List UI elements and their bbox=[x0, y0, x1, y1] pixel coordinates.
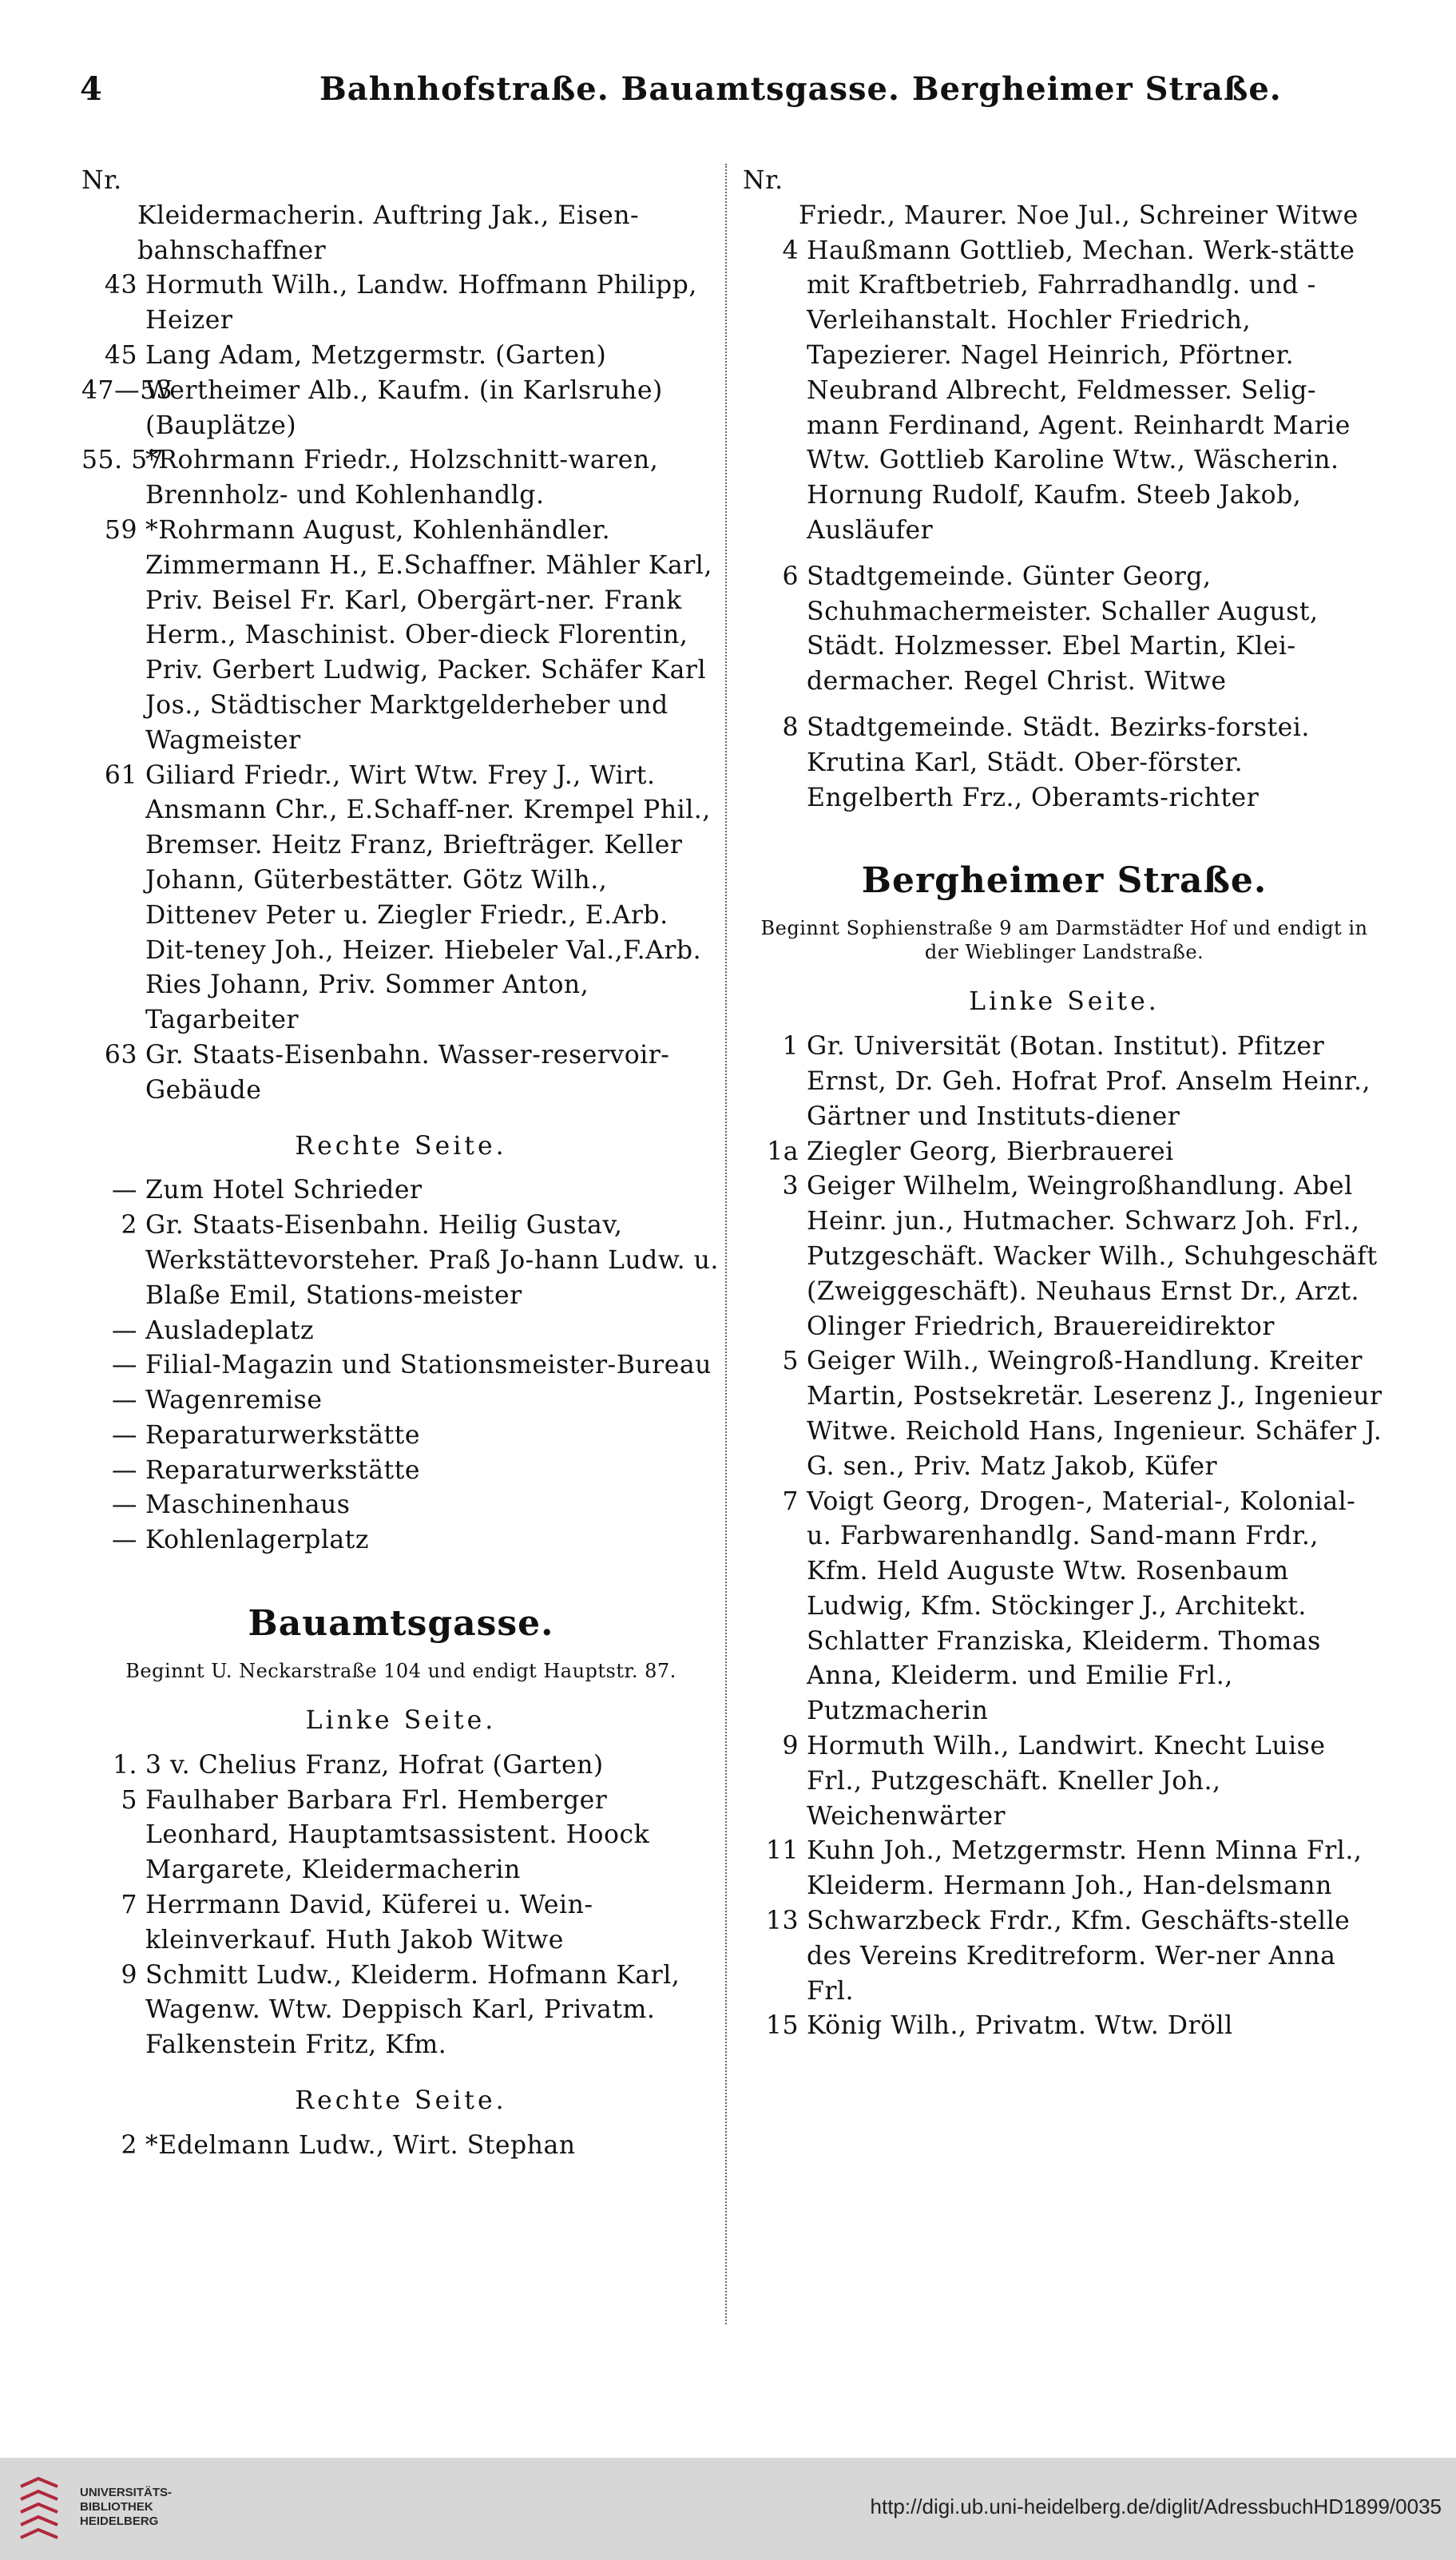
address-entry bbox=[743, 1834, 1386, 1904]
house-number: 59 bbox=[104, 515, 137, 545]
entry-text: *Rohrmann August, Kohlenhändler. Zimmermann H., E.Schaffner. Mähler Karl, Priv. Beisel Fr. Karl, Obergärt-ner. Frank Herm., Maschinist. Ober-dieck Florentin, Priv. Gerbert Ludwig, Packer. Schäfer Karl Jos., Städtischer Marktgelderheber und Wagmeister bbox=[145, 515, 712, 755]
address-entry bbox=[743, 1904, 1386, 2009]
house-number: 1 bbox=[782, 1032, 799, 1062]
address-entry bbox=[743, 560, 1386, 700]
house-number: 6 bbox=[782, 562, 799, 591]
address-entry bbox=[81, 1348, 720, 1383]
address-entry bbox=[81, 1419, 720, 1454]
running-title: Bahnhofstraße. Bauamtsgasse. Bergheimer Straße. bbox=[319, 70, 1282, 108]
entry-text: Zum Hotel Schrieder bbox=[145, 1176, 423, 1205]
address-entry bbox=[743, 1729, 1386, 1834]
entry-text: *Rohrmann Friedr., Holzschnitt-waren, Brennholz- und Kohlenhandlg. bbox=[145, 446, 659, 510]
house-number: 13 bbox=[765, 1907, 799, 1936]
page-number: 4 bbox=[80, 70, 102, 108]
address-entry bbox=[81, 1173, 720, 1209]
address-entry bbox=[81, 759, 720, 1038]
entry-text: König Wilh., Privatm. Wtw. Dröll bbox=[807, 2011, 1233, 2041]
library-name bbox=[80, 2486, 172, 2529]
entry-text: Geiger Wilhelm, Weingroßhandlung. Abel Heinr. jun., Hutmacher. Schwarz Joh. Frl., Putzgeschäft. Wacker Wilh., Schuhgeschäft (Zweiggeschäft). Neuhaus Ernst Dr., Arzt. Olinger Friedrich, Brauereidirektor bbox=[807, 1172, 1378, 1341]
house-number: 43 bbox=[104, 271, 137, 300]
entry-text: Kohlenlagerplatz bbox=[145, 1526, 369, 1555]
house-number: 7 bbox=[782, 1486, 799, 1516]
address-entry bbox=[81, 1209, 720, 1313]
address-entry bbox=[81, 514, 720, 759]
address-entry bbox=[743, 234, 1386, 549]
house-number: 45 bbox=[104, 340, 137, 370]
address-entry bbox=[81, 1488, 720, 1523]
house-number: 47—53 bbox=[81, 375, 173, 405]
house-number: 8 bbox=[782, 712, 799, 742]
nr-label: Nr. bbox=[743, 166, 784, 195]
house-number: 5 bbox=[782, 1347, 799, 1376]
address-entry bbox=[81, 199, 720, 269]
library-name-line: UNIVERSITÄTS- bbox=[80, 2486, 173, 2499]
house-number: — bbox=[112, 1420, 137, 1450]
house-number: — bbox=[112, 1386, 137, 1415]
house-number: 9 bbox=[782, 1732, 799, 1761]
address-entry bbox=[81, 1959, 720, 2063]
house-number: — bbox=[112, 1526, 137, 1555]
house-number: 61 bbox=[104, 760, 137, 790]
entry-text: Haußmann Gottlieb, Mechan. Werk-stätte mit Kraftbetrieb, Fahrradhandlg. und -Verleihanstalt. Hochler Friedrich, Tapezierer. Nagel Heinrich, Pförtner. Neubrand Albrecht, Feldmesser. Selig-mann Ferdinand, Agent. Reinhardt Marie Wtw. Gottlieb Karoline Wtw., Wäscherin. Hornung Rudolf, Kaufm. Steeb Jakob, Ausläufer bbox=[807, 236, 1355, 545]
right-block-2 bbox=[743, 1030, 1386, 2044]
entry-text: Herrmann David, Küferei u. Wein-kleinverkauf. Huth Jakob Witwe bbox=[145, 1891, 593, 1955]
house-number: — bbox=[112, 1351, 137, 1380]
entry-text: Geiger Wilh., Weingroß-Handlung. Kreiter Martin, Postsekretär. Leserenz J., Ingenieur Witwe. Reichold Hans, Ingenieur. Schäfer J. G. sen., Priv. Matz Jakob, Küfer bbox=[807, 1347, 1383, 1481]
entry-text: Gr. Staats-Eisenbahn. Heilig Gustav, Werkstättevorsteher. Praß Jo-hann Ludw. u. Blaße Emil, Stations-meister bbox=[145, 1211, 719, 1310]
left-block-4 bbox=[81, 2129, 720, 2164]
right-column bbox=[743, 164, 1386, 2044]
street-heading: Bergheimer Straße. bbox=[861, 860, 1268, 902]
house-number: 15 bbox=[765, 2011, 799, 2041]
side-heading: Linke Seite. bbox=[305, 1706, 497, 1736]
address-entry bbox=[81, 339, 720, 374]
library-logo-icon bbox=[14, 2475, 64, 2542]
address-entry bbox=[743, 199, 1386, 234]
street-description: Beginnt Sophienstraße 9 am Darmstädter Hof und endigt in der Wieblinger Landstraße. bbox=[760, 917, 1368, 964]
house-number: 2 bbox=[121, 1211, 137, 1240]
right-block-1 bbox=[743, 199, 1386, 816]
house-number: 2 bbox=[121, 2130, 137, 2160]
house-number: 63 bbox=[104, 1040, 137, 1070]
house-number: 3 bbox=[782, 1172, 799, 1201]
street-description: Beginnt U. Neckarstraße 104 und endigt Hauptstr. 87. bbox=[125, 1660, 676, 1683]
entry-text: Gr. Universität (Botan. Institut). Pfitzer Ernst, Dr. Geh. Hofrat Prof. Anselm Heinr., Gärtner und Instituts-diener bbox=[807, 1032, 1371, 1131]
address-entry bbox=[81, 1523, 720, 1558]
house-number: 5 bbox=[121, 1785, 137, 1815]
left-column bbox=[81, 164, 720, 2164]
side-heading: Linke Seite. bbox=[969, 987, 1160, 1017]
house-number: 7 bbox=[121, 1891, 137, 1920]
house-number: — bbox=[112, 1176, 137, 1205]
address-entry bbox=[81, 1784, 720, 1888]
entry-text: Schmitt Ludw., Kleiderm. Hofmann Karl, Wagenw. Wtw. Deppisch Karl, Privatm. Falkenstein Fritz, Kfm. bbox=[145, 1960, 680, 2060]
entry-text: Wertheimer Alb., Kaufm. (in Karlsruhe) (Bauplätze) bbox=[145, 375, 663, 440]
column-divider bbox=[725, 164, 727, 2324]
left-block-1 bbox=[81, 199, 720, 1109]
entry-text: Reparaturwerkstätte bbox=[145, 1455, 420, 1485]
entry-text: Hormuth Wilh., Landwirt. Knecht Luise Frl., Putzgeschäft. Kneller Joh., Weichenwärter bbox=[807, 1732, 1326, 1831]
side-heading: Rechte Seite. bbox=[295, 1131, 507, 1161]
address-entry bbox=[81, 1888, 720, 1959]
page-header bbox=[0, 0, 1456, 152]
house-number: 11 bbox=[765, 1836, 799, 1866]
house-number: 55. 57 bbox=[81, 446, 165, 475]
entry-text: Ausladeplatz bbox=[145, 1316, 315, 1345]
address-entry bbox=[81, 268, 720, 339]
entry-text: Lang Adam, Metzgermstr. (Garten) bbox=[145, 340, 607, 370]
house-number: 9 bbox=[121, 1960, 137, 1990]
entry-text: Stadtgemeinde. Städt. Bezirks-forstei. Krutina Karl, Städt. Ober-förster. Engelberth Frz., Oberamts-richter bbox=[807, 712, 1310, 812]
library-name-line: BIBLIOTHEK bbox=[80, 2500, 153, 2514]
address-entry bbox=[743, 1344, 1386, 1484]
side-heading: Rechte Seite. bbox=[295, 2086, 507, 2116]
entry-text: Reparaturwerkstätte bbox=[145, 1420, 420, 1450]
entry-text: Kleidermacherin. Auftring Jak., Eisen-bahnschaffner bbox=[137, 200, 640, 265]
nr-label: Nr. bbox=[81, 166, 122, 195]
entry-text: 3 v. Chelius Franz, Hofrat (Garten) bbox=[145, 1750, 604, 1780]
address-entry bbox=[743, 711, 1386, 816]
address-entry bbox=[81, 374, 720, 444]
address-entry bbox=[743, 1169, 1386, 1344]
left-block-2 bbox=[81, 1173, 720, 1558]
address-entry bbox=[81, 1748, 720, 1784]
entry-text: Wagenremise bbox=[145, 1386, 323, 1415]
entry-text: Stadtgemeinde. Günter Georg, Schuhmachermeister. Schaller August, Städt. Holzmesser. Ebel Martin, Klei-dermacher. Regel Christ. Witwe bbox=[807, 562, 1319, 697]
entry-text: Giliard Friedr., Wirt Wtw. Frey J., Wirt. Ansmann Chr., E.Schaff-ner. Krempel Phil., Bremser. Heitz Franz, Briefträger. Keller Johann, Güterbestätter. Götz Wilh., Dittenev Peter u. Ziegler Friedr., E.Arb. Dit-teney Joh., Heizer. Hiebeler Val.,F.Arb. Ries Johann, Priv. Sommer Anton, Tagarbeiter bbox=[145, 760, 711, 1035]
house-number: — bbox=[112, 1490, 137, 1520]
address-entry bbox=[81, 1383, 720, 1419]
entry-text: Maschinenhaus bbox=[145, 1490, 351, 1520]
entry-text: Friedr., Maurer. Noe Jul., Schreiner Witwe bbox=[799, 200, 1359, 230]
address-entry bbox=[743, 1485, 1386, 1730]
address-entry bbox=[743, 2009, 1386, 2044]
address-entry bbox=[81, 1038, 720, 1109]
library-name-line: HEIDELBERG bbox=[80, 2514, 159, 2528]
entry-text: Voigt Georg, Drogen-, Material-, Kolonial- u. Farbwarenhandlg. Sand-mann Frdr., Kfm. Held Auguste Wtw. Rosenbaum Ludwig, Kfm. Stöckinger J., Architekt. Schlatter Franziska, Kleiderm. Thomas Anna, Kleiderm. und Emilie Frl., Putzmacherin bbox=[807, 1486, 1356, 1726]
entry-text: Schwarzbeck Frdr., Kfm. Geschäfts-stelle des Vereins Kreditreform. Wer-ner Anna Frl. bbox=[807, 1907, 1351, 2006]
address-entry bbox=[81, 443, 720, 514]
entry-text: Faulhaber Barbara Frl. Hemberger Leonhard, Hauptamtsassistent. Hoock Margarete, Kleidermacherin bbox=[145, 1785, 650, 1885]
left-block-3 bbox=[81, 1748, 720, 2063]
entry-text: Filial-Magazin und Stationsmeister-Bureau bbox=[145, 1351, 712, 1380]
address-entry bbox=[81, 1454, 720, 1489]
address-entry bbox=[81, 1314, 720, 1349]
entry-text: Gr. Staats-Eisenbahn. Wasser-reservoir-Gebäude bbox=[145, 1040, 670, 1105]
entry-text: Kuhn Joh., Metzgermstr. Henn Minna Frl., Kleiderm. Hermann Joh., Han-delsmann bbox=[807, 1836, 1363, 1901]
house-number: 4 bbox=[782, 236, 799, 265]
house-number: — bbox=[112, 1455, 137, 1485]
viewer-footer bbox=[0, 2458, 1456, 2560]
entry-text: Hormuth Wilh., Landw. Hoffmann Philipp, Heizer bbox=[145, 271, 697, 335]
address-entry bbox=[81, 2129, 720, 2164]
street-heading: Bauamtsgasse. bbox=[248, 1603, 554, 1645]
address-entry bbox=[743, 1030, 1386, 1134]
house-number: — bbox=[112, 1316, 137, 1345]
address-entry bbox=[743, 1135, 1386, 1170]
entry-text: *Edelmann Ludw., Wirt. Stephan bbox=[145, 2130, 576, 2160]
permalink-url[interactable]: http://digi.ub.uni-heidelberg.de/diglit/AdressbuchHD1899/0035 bbox=[870, 2495, 1442, 2518]
entry-text: Ziegler Georg, Bierbrauerei bbox=[807, 1137, 1174, 1166]
house-number: 1a bbox=[767, 1137, 799, 1166]
house-number: 1. bbox=[112, 1750, 137, 1780]
